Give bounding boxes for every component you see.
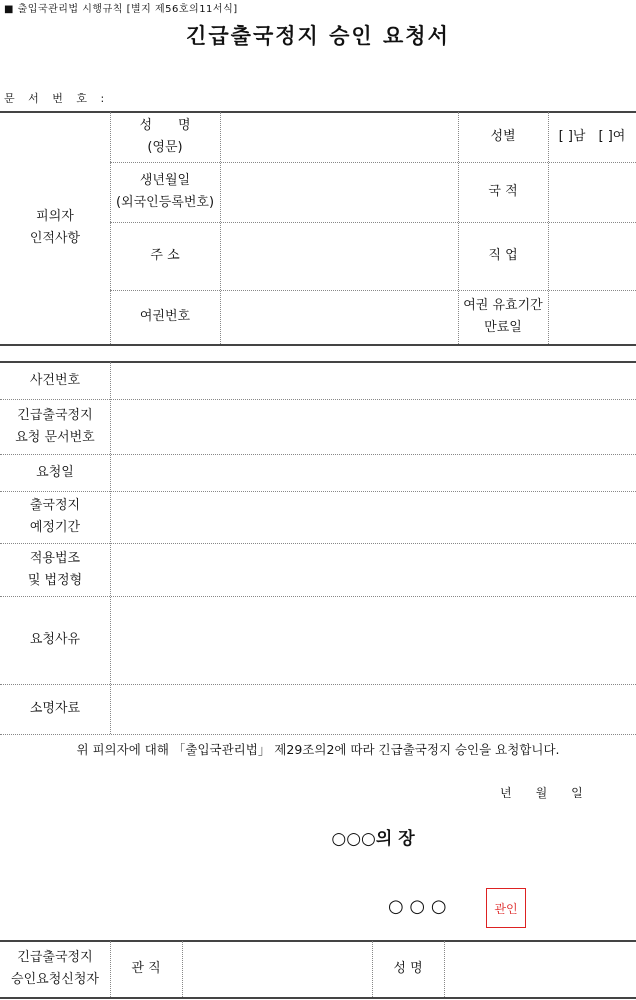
address-label: 주 소 <box>150 248 180 263</box>
document-title: 긴급출국정지 승인 요청서 <box>186 24 450 48</box>
applicant-name-label: 성 명 <box>393 961 423 976</box>
occupation-label: 직 업 <box>488 248 518 263</box>
case-number-label: 사건번호 <box>29 372 81 388</box>
rank-field[interactable] <box>182 941 372 997</box>
applicant-name-field[interactable] <box>444 941 636 997</box>
nationality-field[interactable] <box>548 162 636 222</box>
name-label: 성 명 (영문) <box>139 118 191 155</box>
request-date-field[interactable] <box>110 454 636 491</box>
official-seal: 관인 <box>486 888 526 928</box>
birth-label: 생년월일 (외국인등록번호) <box>115 173 215 210</box>
document-number-label: 문 서 번 호 : <box>4 92 110 105</box>
evidence-label: 소명자료 <box>29 701 81 716</box>
row-divider <box>0 734 636 735</box>
request-doc-label: 긴급출국정지 요청 문서번호 <box>15 407 95 445</box>
date-line: 년 월 일 <box>500 786 583 800</box>
birth-field[interactable] <box>220 162 458 222</box>
gender-checkboxes[interactable]: [ ]남 [ ]여 <box>558 129 626 144</box>
request-statement: 위 피의자에 대해 「출입국관리법」 제29조의2에 따라 긴급출국정지 승인을 요청합니다. <box>76 742 560 757</box>
table-bottom-border <box>0 997 636 999</box>
section-border <box>0 344 636 346</box>
passport-field[interactable] <box>220 290 458 344</box>
passport-expiry-field[interactable] <box>548 290 636 344</box>
signer-name: ○ ○ ○ <box>388 896 447 917</box>
applicant-label: 긴급출국정지 승인요청신청자 <box>11 950 99 987</box>
evidence-field[interactable] <box>110 684 636 734</box>
law-label: 적용법조 및 법정형 <box>27 550 83 588</box>
request-date-label: 요청일 <box>36 464 74 480</box>
address-field[interactable] <box>220 222 458 290</box>
nationality-label: 국 적 <box>488 184 518 199</box>
request-doc-field[interactable] <box>110 399 636 454</box>
authority-name: ○○○의 장 <box>331 829 415 849</box>
passport-label: 여권번호 <box>139 309 191 324</box>
reason-field[interactable] <box>110 596 636 684</box>
reason-label: 요청사유 <box>29 632 81 647</box>
rank-label: 관 직 <box>131 961 161 976</box>
occupation-field[interactable] <box>548 222 636 290</box>
law-field[interactable] <box>110 543 636 596</box>
gender-label: 성별 <box>490 129 516 144</box>
period-label: 출국정지 예정기간 <box>29 498 81 535</box>
suspect-section-label: 피의자 인적사항 <box>29 209 81 246</box>
period-field[interactable] <box>110 491 636 543</box>
form-reference: ■ 출입국관리법 시행규칙 [별지 제56호의11서식] <box>4 4 238 15</box>
case-number-field[interactable] <box>110 362 636 399</box>
passport-expiry-label: 여권 유효기간 만료일 <box>463 298 543 335</box>
name-field[interactable] <box>220 112 458 162</box>
